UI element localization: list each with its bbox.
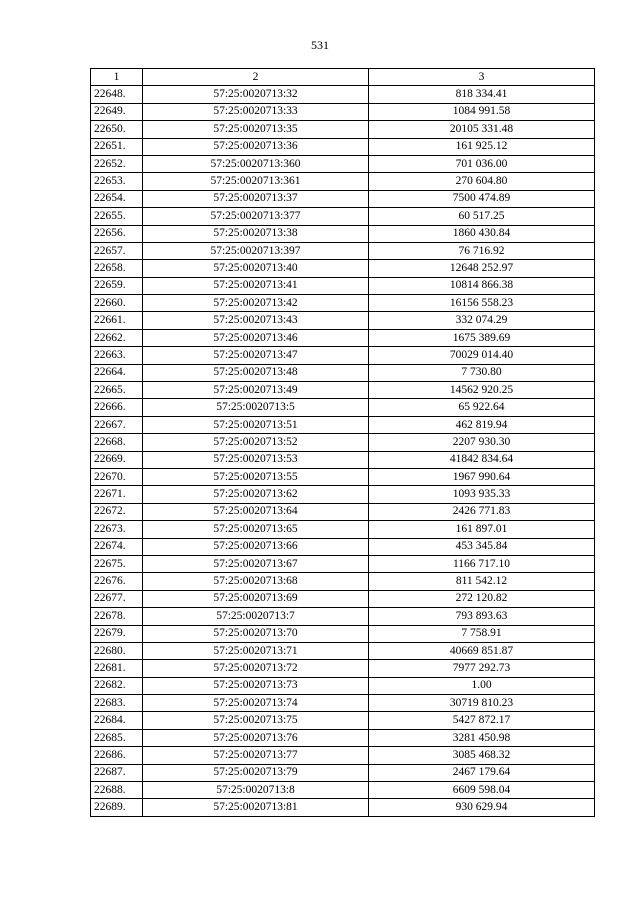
row-index-cell: 22681.: [91, 660, 143, 677]
cadastral-number-cell: 57:25:0020713:35: [143, 121, 369, 138]
cadastral-number-cell: 57:25:0020713:49: [143, 382, 369, 399]
cadastral-number-cell: 57:25:0020713:71: [143, 642, 369, 659]
row-index-cell: 22655.: [91, 208, 143, 225]
cadastral-number-cell: 57:25:0020713:46: [143, 329, 369, 346]
table-row: [91, 173, 595, 190]
cadastral-value-cell: 16156 558.23: [369, 295, 595, 312]
cadastral-value-cell: 7500 474.89: [369, 190, 595, 207]
table-row: [91, 608, 595, 625]
cadastral-value-cell: 930 629.94: [369, 799, 595, 816]
cadastral-number-cell: 57:25:0020713:65: [143, 521, 369, 538]
row-index-cell: 22674.: [91, 538, 143, 555]
cadastral-number-cell: 57:25:0020713:55: [143, 468, 369, 485]
table-row: [91, 642, 595, 659]
row-index-cell: 22677.: [91, 590, 143, 607]
row-index-cell: 22678.: [91, 608, 143, 625]
table-row: [91, 208, 595, 225]
cadastral-value-cell: 272 120.82: [369, 590, 595, 607]
table-row: [91, 590, 595, 607]
cadastral-value-cell: 14562 920.25: [369, 382, 595, 399]
cadastral-number-cell: 57:25:0020713:81: [143, 799, 369, 816]
row-index-cell: 22664.: [91, 364, 143, 381]
cadastral-value-cell: 1093 935.33: [369, 486, 595, 503]
table-row: [91, 312, 595, 329]
row-index-cell: 22653.: [91, 173, 143, 190]
cadastral-value-cell: 1084 991.58: [369, 103, 595, 120]
cadastral-value-cell: 3281 450.98: [369, 729, 595, 746]
table-row: [91, 486, 595, 503]
row-index-cell: 22684.: [91, 712, 143, 729]
cadastral-number-cell: 57:25:0020713:77: [143, 747, 369, 764]
table-row: [91, 382, 595, 399]
row-index-cell: 22662.: [91, 329, 143, 346]
cadastral-number-cell: 57:25:0020713:361: [143, 173, 369, 190]
table-row: [91, 260, 595, 277]
cadastral-value-cell: 818 334.41: [369, 86, 595, 103]
table-row: [91, 573, 595, 590]
row-index-cell: 22689.: [91, 799, 143, 816]
row-index-cell: 22668.: [91, 434, 143, 451]
table-row: [91, 86, 595, 103]
row-index-cell: 22679.: [91, 625, 143, 642]
cadastral-number-cell: 57:25:0020713:68: [143, 573, 369, 590]
cadastral-value-cell: 1860 430.84: [369, 225, 595, 242]
cadastral-value-table: [90, 68, 595, 817]
cadastral-value-cell: 10814 866.38: [369, 277, 595, 294]
row-index-cell: 22670.: [91, 468, 143, 485]
cadastral-number-cell: 57:25:0020713:42: [143, 295, 369, 312]
table-row: [91, 712, 595, 729]
row-index-cell: 22657.: [91, 242, 143, 259]
cadastral-number-cell: 57:25:0020713:51: [143, 416, 369, 433]
cadastral-value-cell: 462 819.94: [369, 416, 595, 433]
table-row: [91, 747, 595, 764]
row-index-cell: 22650.: [91, 121, 143, 138]
cadastral-number-cell: 57:25:0020713:76: [143, 729, 369, 746]
table-row: [91, 677, 595, 694]
table-row: [91, 329, 595, 346]
cadastral-number-cell: 57:25:0020713:38: [143, 225, 369, 242]
cadastral-number-cell: 57:25:0020713:5: [143, 399, 369, 416]
cadastral-value-cell: 76 716.92: [369, 242, 595, 259]
cadastral-value-cell: 41842 834.64: [369, 451, 595, 468]
row-index-cell: 22649.: [91, 103, 143, 120]
row-index-cell: 22683.: [91, 695, 143, 712]
cadastral-number-cell: 57:25:0020713:53: [143, 451, 369, 468]
cadastral-value-cell: 2426 771.83: [369, 503, 595, 520]
cadastral-number-cell: 57:25:0020713:360: [143, 155, 369, 172]
cadastral-number-cell: 57:25:0020713:37: [143, 190, 369, 207]
row-index-cell: 22687.: [91, 764, 143, 781]
row-index-cell: 22652.: [91, 155, 143, 172]
row-index-cell: 22676.: [91, 573, 143, 590]
cadastral-value-cell: 2467 179.64: [369, 764, 595, 781]
table-row: [91, 521, 595, 538]
row-index-cell: 22648.: [91, 86, 143, 103]
row-index-cell: 22686.: [91, 747, 143, 764]
cadastral-number-cell: 57:25:0020713:72: [143, 660, 369, 677]
cadastral-value-cell: 65 922.64: [369, 399, 595, 416]
table-row: [91, 538, 595, 555]
cadastral-number-cell: 57:25:0020713:41: [143, 277, 369, 294]
cadastral-number-cell: 57:25:0020713:69: [143, 590, 369, 607]
table-row: [91, 799, 595, 816]
cadastral-value-cell: 161 897.01: [369, 521, 595, 538]
row-index-cell: 22672.: [91, 503, 143, 520]
table-row: [91, 295, 595, 312]
cadastral-value-cell: 60 517.25: [369, 208, 595, 225]
cadastral-number-cell: 57:25:0020713:70: [143, 625, 369, 642]
row-index-cell: 22667.: [91, 416, 143, 433]
column-header-value: 3: [369, 69, 595, 86]
column-header-cadastral-number: 2: [143, 69, 369, 86]
row-index-cell: 22663.: [91, 347, 143, 364]
table-row: [91, 729, 595, 746]
table-header-row: [91, 69, 595, 86]
row-index-cell: 22659.: [91, 277, 143, 294]
row-index-cell: 22656.: [91, 225, 143, 242]
row-index-cell: 22675.: [91, 555, 143, 572]
column-header-number: 1: [91, 69, 143, 86]
row-index-cell: 22685.: [91, 729, 143, 746]
table-row: [91, 121, 595, 138]
table-row: [91, 434, 595, 451]
row-index-cell: 22654.: [91, 190, 143, 207]
cadastral-value-cell: 3085 468.32: [369, 747, 595, 764]
cadastral-value-cell: 20105 331.48: [369, 121, 595, 138]
table-row: [91, 660, 595, 677]
table-row: [91, 190, 595, 207]
row-index-cell: 22682.: [91, 677, 143, 694]
cadastral-number-cell: 57:25:0020713:43: [143, 312, 369, 329]
table-row: [91, 347, 595, 364]
cadastral-number-cell: 57:25:0020713:47: [143, 347, 369, 364]
table-row: [91, 764, 595, 781]
table-row: [91, 277, 595, 294]
cadastral-value-cell: 6609 598.04: [369, 782, 595, 799]
cadastral-value-cell: 701 036.00: [369, 155, 595, 172]
cadastral-value-cell: 270 604.80: [369, 173, 595, 190]
table-row: [91, 503, 595, 520]
cadastral-number-cell: 57:25:0020713:74: [143, 695, 369, 712]
table-body: [91, 86, 595, 816]
row-index-cell: 22665.: [91, 382, 143, 399]
cadastral-value-cell: 12648 252.97: [369, 260, 595, 277]
cadastral-value-cell: 7977 292.73: [369, 660, 595, 677]
cadastral-number-cell: 57:25:0020713:32: [143, 86, 369, 103]
table-row: [91, 625, 595, 642]
cadastral-number-cell: 57:25:0020713:62: [143, 486, 369, 503]
cadastral-number-cell: 57:25:0020713:64: [143, 503, 369, 520]
table-row: [91, 155, 595, 172]
row-index-cell: 22658.: [91, 260, 143, 277]
row-index-cell: 22660.: [91, 295, 143, 312]
cadastral-number-cell: 57:25:0020713:33: [143, 103, 369, 120]
row-index-cell: 22671.: [91, 486, 143, 503]
row-index-cell: 22661.: [91, 312, 143, 329]
table-row: [91, 242, 595, 259]
cadastral-number-cell: 57:25:0020713:67: [143, 555, 369, 572]
row-index-cell: 22688.: [91, 782, 143, 799]
table-row: [91, 399, 595, 416]
cadastral-number-cell: 57:25:0020713:52: [143, 434, 369, 451]
page-number: 531: [311, 38, 329, 52]
cadastral-number-cell: 57:25:0020713:66: [143, 538, 369, 555]
table-row: [91, 416, 595, 433]
cadastral-value-cell: 1675 389.69: [369, 329, 595, 346]
table-row: [91, 364, 595, 381]
cadastral-value-cell: 793 893.63: [369, 608, 595, 625]
cadastral-value-cell: 161 925.12: [369, 138, 595, 155]
cadastral-number-cell: 57:25:0020713:8: [143, 782, 369, 799]
cadastral-value-cell: 5427 872.17: [369, 712, 595, 729]
cadastral-number-cell: 57:25:0020713:40: [143, 260, 369, 277]
cadastral-value-cell: 7 758.91: [369, 625, 595, 642]
cadastral-value-cell: 7 730.80: [369, 364, 595, 381]
cadastral-number-cell: 57:25:0020713:79: [143, 764, 369, 781]
row-index-cell: 22666.: [91, 399, 143, 416]
cadastral-value-cell: 1166 717.10: [369, 555, 595, 572]
cadastral-value-cell: 40669 851.87: [369, 642, 595, 659]
cadastral-value-cell: 332 074.29: [369, 312, 595, 329]
cadastral-value-cell: 1967 990.64: [369, 468, 595, 485]
cadastral-value-cell: 1.00: [369, 677, 595, 694]
cadastral-value-cell: 453 345.84: [369, 538, 595, 555]
row-index-cell: 22673.: [91, 521, 143, 538]
table-row: [91, 782, 595, 799]
cadastral-value-cell: 30719 810.23: [369, 695, 595, 712]
cadastral-number-cell: 57:25:0020713:377: [143, 208, 369, 225]
row-index-cell: 22651.: [91, 138, 143, 155]
table-row: [91, 468, 595, 485]
table-row: [91, 225, 595, 242]
row-index-cell: 22669.: [91, 451, 143, 468]
table-row: [91, 103, 595, 120]
cadastral-number-cell: 57:25:0020713:73: [143, 677, 369, 694]
cadastral-value-cell: 811 542.12: [369, 573, 595, 590]
cadastral-value-cell: 70029 014.40: [369, 347, 595, 364]
table-row: [91, 555, 595, 572]
table-row: [91, 451, 595, 468]
cadastral-value-cell: 2207 930.30: [369, 434, 595, 451]
cadastral-number-cell: 57:25:0020713:75: [143, 712, 369, 729]
table-row: [91, 695, 595, 712]
table-row: [91, 138, 595, 155]
cadastral-number-cell: 57:25:0020713:397: [143, 242, 369, 259]
cadastral-number-cell: 57:25:0020713:48: [143, 364, 369, 381]
row-index-cell: 22680.: [91, 642, 143, 659]
cadastral-number-cell: 57:25:0020713:7: [143, 608, 369, 625]
cadastral-number-cell: 57:25:0020713:36: [143, 138, 369, 155]
